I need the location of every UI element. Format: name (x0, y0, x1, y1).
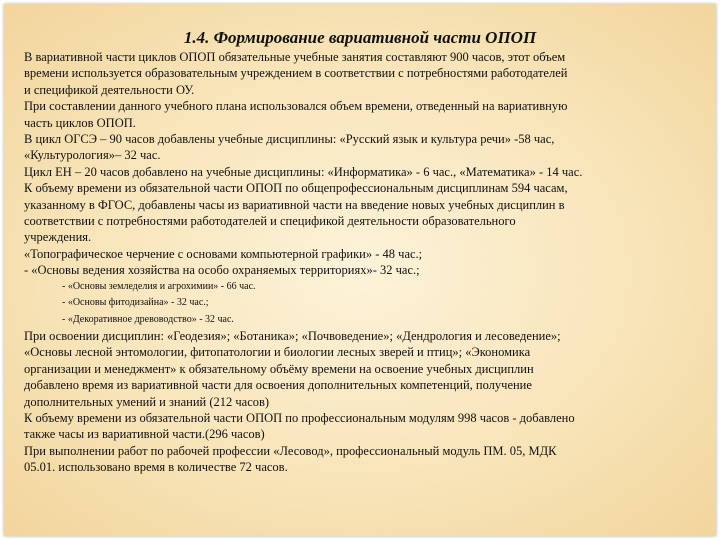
text-line: времени используется образовательным учреждением в соответствии с потребностями работодателей (24, 66, 568, 81)
text-line: При выполнении работ по рабочей профессии «Лесовод», профессиональный модуль ПМ. 05, МДК (24, 443, 557, 458)
text-line: К объему времени из обязательной части ОПОП по профессиональным модулям 998 часов - добавлено (24, 410, 575, 425)
text-line: При освоении дисциплин: «Геодезия»; «Ботаника»; «Почвоведение»; «Дендрология и лесоведение»; (24, 328, 561, 343)
text-line: добавлено время из вариативной части для освоения дополнительных компетенций, получение (24, 378, 532, 393)
text-line: организации и менеджмент» к обязательному объёму времени на освоение учебных дисциплин (24, 361, 534, 376)
text-line: При составлении данного учебного плана использовался объем времени, отведенный на вариативную (24, 99, 568, 114)
slide (4, 4, 716, 536)
text-line: 05.01. использовано время в количестве 72 часов. (24, 460, 288, 475)
text-line: «Культурология»– 32 час. (24, 148, 161, 163)
text-line: дополнительных умений и знаний (212 часов) (24, 394, 270, 409)
text-line: К объему времени из обязательной части ОПОП по общепрофессиональным дисциплинам 594 часам, (24, 181, 568, 196)
text-line: Цикл ЕН – 20 часов добавлено на учебные дисциплины: «Информатика» - 6 час., «Математика» - 14 час. (24, 164, 583, 179)
text-line: соответствии с потребностями работодателей и спецификой деятельности образовательного (24, 214, 516, 229)
text-line: часть циклов ОПОП. (24, 115, 136, 130)
slide-title: 1.4. Формирование вариативной части ОПОП (183, 28, 537, 47)
list-item: - «Основы ведения хозяйства на особо охраняемых территориях»- 32 час.; (24, 263, 420, 278)
text-line: «Основы лесной энтомологии, фитопатологии и биологии лесных зверей и птиц»; «Экономика (24, 345, 531, 360)
text-line: «Топографическое черчение с основами компьютерной графики» - 48 час.; (24, 246, 423, 261)
list-item: - «Основы фитодизайна» - 32 час.; (62, 297, 209, 309)
text-line: и спецификой деятельности ОУ. (24, 82, 195, 97)
text-line: учреждения. (24, 230, 92, 245)
text-line: также часы из вариативной части.(296 часов) (24, 427, 265, 442)
list-item: - «Декоративное древоводство» - 32 час. (62, 313, 234, 325)
text-line: В вариативной части циклов ОПОП обязательные учебные занятия составляют 900 часов, этот объем (24, 50, 566, 64)
slide-body (24, 49, 702, 476)
text-line: указанному в ФГОС, добавлены часы из вариативной части на введение новых учебных дисциплин в (24, 197, 565, 212)
list-item: - «Основы земледелия и агрохимии» - 66 час. (62, 280, 256, 292)
text-line: В цикл ОГСЭ – 90 часов добавлены учебные дисциплины: «Русский язык и культура речи» -58 час, (24, 132, 555, 147)
